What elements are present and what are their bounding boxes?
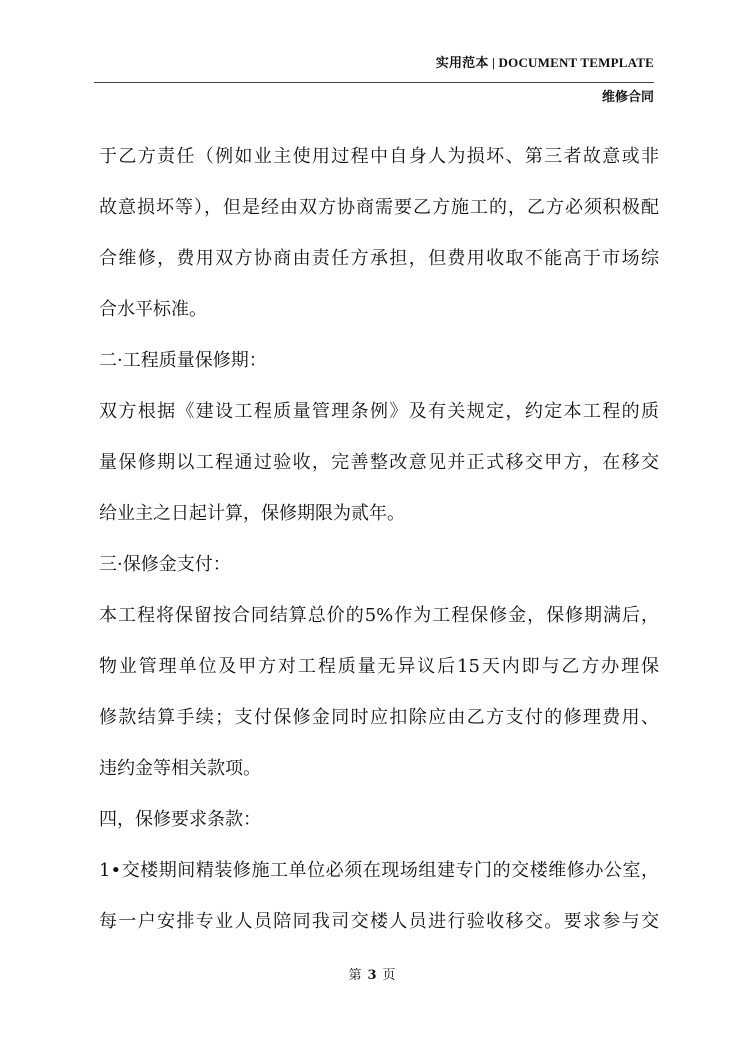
header-document-tag: 实用范本 | DOCUMENT TEMPLATE bbox=[435, 55, 654, 70]
body-line: 修款结算手续；支付保修金同时应扣除应由乙方支付的修理费用、 bbox=[99, 707, 659, 728]
body-line: 本工程将保留按合同结算总价的5%作为工程保修金，保修期满后， bbox=[99, 605, 659, 626]
section-heading: 二·工程质量保修期： bbox=[99, 350, 267, 371]
page-number-suffix: 页 bbox=[382, 968, 396, 983]
body-line: 每一户安排专业人员陪同我司交楼人员进行验收移交。要求参与交 bbox=[99, 911, 659, 932]
section-heading: 三·保修金支付： bbox=[99, 554, 231, 575]
header-document-title: 维修合同 bbox=[601, 90, 654, 105]
body-line: 给业主之日起计算，保修期限为贰年。 bbox=[99, 503, 405, 524]
body-line: 违约金等相关款项。 bbox=[99, 758, 261, 779]
body-line: 合水平标准。 bbox=[99, 299, 207, 320]
body-line: 合维修，费用双方协商由责任方承担，但费用收取不能高于市场综 bbox=[99, 248, 659, 269]
body-line: 1•交楼期间精装修施工单位必须在现场组建专门的交楼维修办公室， bbox=[99, 860, 659, 881]
body-line: 物业管理单位及甲方对工程质量无异议后15天内即与乙方办理保 bbox=[99, 656, 659, 677]
document-body bbox=[99, 138, 659, 954]
page-number: 3 bbox=[367, 968, 377, 983]
header-divider bbox=[94, 82, 654, 83]
body-line: 量保修期以工程通过验收，完善整改意见并正式移交甲方，在移交 bbox=[99, 452, 659, 473]
body-line: 双方根据《建设工程质量管理条例》及有关规定，约定本工程的质 bbox=[99, 401, 659, 422]
body-line: 故意损坏等），但是经由双方协商需要乙方施工的，乙方必须积极配 bbox=[99, 197, 659, 218]
page-number-prefix: 第 bbox=[348, 968, 362, 983]
body-line: 于乙方责任（例如业主使用过程中自身人为损坏、第三者故意或非 bbox=[99, 146, 659, 167]
page-footer bbox=[0, 964, 744, 983]
section-heading: 四，保修要求条款： bbox=[99, 809, 261, 830]
